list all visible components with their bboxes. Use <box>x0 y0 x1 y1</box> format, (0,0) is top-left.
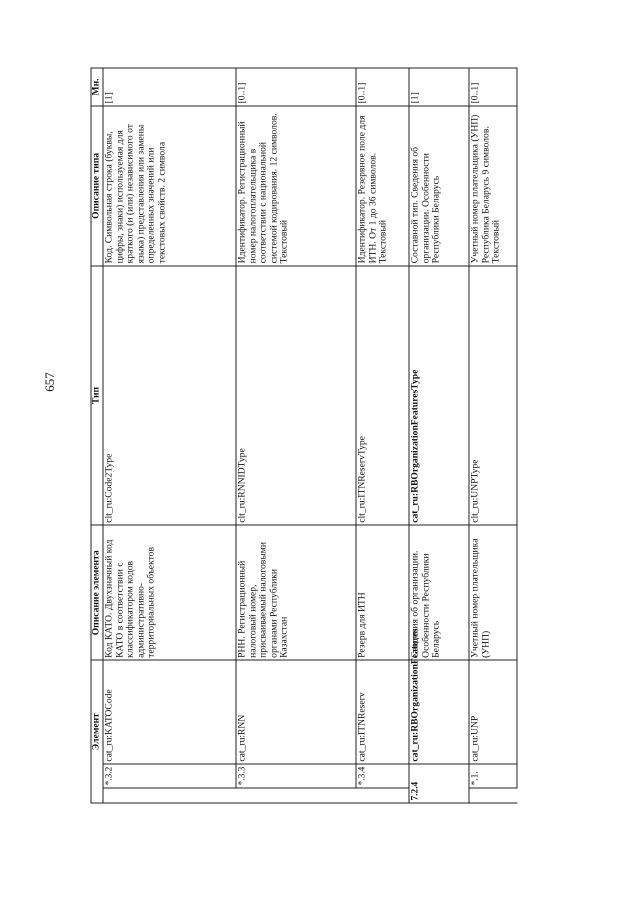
header-element: Элемент <box>91 660 103 803</box>
type-description: Код. Символьная строка (буквы, цифры, знаки) используемая для краткого (и (или) независимого от языка) представления или замены определенных значений или текстовых свойств. 2 символа <box>103 105 236 265</box>
row-number: *.3.4 <box>356 764 409 788</box>
type-description: Идентификатор. Регистрационный номер налогоплательщика в соответствии с национальной системой кодирования. 12 символов. Текстовый <box>236 105 356 265</box>
table-row <box>103 68 236 803</box>
header-type: Тип <box>91 265 103 524</box>
table-row <box>469 68 517 803</box>
type-description: Идентификатор. Резервное поле для ИТН. От 1 до 36 символов. Текстовый <box>356 105 409 265</box>
element-description: Резерв для ИТН <box>356 525 409 660</box>
type-description: Составной тип. Сведения об организации. Особенности Республики Беларусь <box>409 105 469 265</box>
row-number: *.1. <box>469 764 517 788</box>
element-name: cat_ru:RNN <box>236 660 356 764</box>
table-row <box>409 68 469 803</box>
header-type-desc: Описание типа <box>91 105 103 265</box>
table-row <box>236 68 356 803</box>
elements-table <box>91 67 518 803</box>
element-type: cat_ru:RBOrganizationFeaturesType <box>409 265 469 524</box>
header-mult: Мн. <box>91 68 103 106</box>
row-number: *.3.3 <box>236 764 356 788</box>
page-number: 657 <box>42 372 57 392</box>
element-type: clt_ru:Code2Type <box>103 265 236 524</box>
multiplicity: [1] <box>103 68 236 106</box>
header-element-desc: Описание элемента <box>91 525 103 660</box>
element-description: РНН. Регистрационный налоговый номер, присваиваемый налоговыми органами Республики Казахстан <box>236 525 356 660</box>
element-type: clt_ru:UNPType <box>469 265 517 524</box>
element-description: Код КАТО. Двухзначный код КАТО в соответствии с классификатором кодов административно-территориальных объектов <box>103 525 236 660</box>
element-name: cat_ru:RBOrganizationFeatures <box>409 660 469 764</box>
row-number: 7.2.4 <box>409 764 469 803</box>
multiplicity: [1] <box>409 68 469 106</box>
element-description: Учетный номер плательщика (УНП) <box>469 525 517 660</box>
multiplicity: [0..1] <box>236 68 356 106</box>
element-name: cat_ru:ITNReserv <box>356 660 409 764</box>
table-row <box>356 68 409 803</box>
row-number: *.3.2 <box>103 764 236 788</box>
type-description: Учетный номер плательщика (УНП) Республика Беларусь 9 символов. Текстовый <box>469 105 517 265</box>
element-description: Сведения об организации. Особенности Республики Беларусь <box>409 525 469 660</box>
element-name: cat_ru:KATOCode <box>103 660 236 764</box>
element-type: clt_ru:ITNReservType <box>356 265 409 524</box>
multiplicity: [0..1] <box>469 68 517 106</box>
rotated-table-wrapper <box>91 67 514 803</box>
element-name: cat_ru:UNP <box>469 660 517 764</box>
table-header-row <box>91 68 103 803</box>
element-type: clt_ru:RNNIDType <box>236 265 356 524</box>
multiplicity: [0..1] <box>356 68 409 106</box>
